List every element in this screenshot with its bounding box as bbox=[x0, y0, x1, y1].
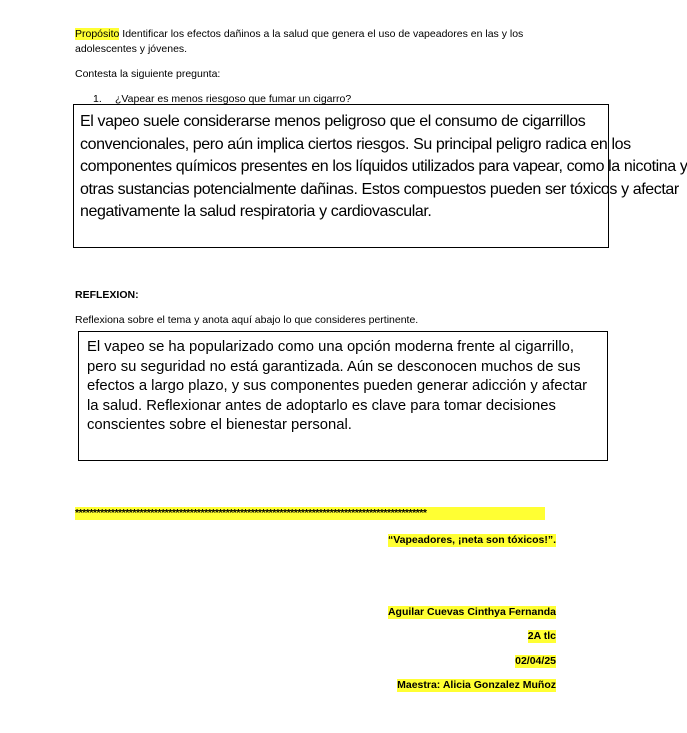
purpose-label: Propósito bbox=[75, 28, 120, 40]
star-separator: ************************************************************************************************** bbox=[75, 507, 545, 520]
instruction-text: Contesta la siguiente pregunta: bbox=[75, 68, 221, 80]
reflection-heading: REFLEXION: bbox=[75, 289, 139, 301]
answer-text bbox=[80, 111, 687, 224]
teacher-name: Maestra: Alicia Gonzalez Muñoz bbox=[397, 679, 556, 691]
purpose-paragraph bbox=[75, 27, 575, 57]
reflection-instruction: Reflexiona sobre el tema y anota aquí abajo lo que consideres pertinente. bbox=[75, 314, 419, 326]
student-name: Aguilar Cuevas Cinthya Fernanda bbox=[387, 606, 556, 618]
student-group: 2A tlc bbox=[527, 630, 556, 642]
answer-line: negativamente la salud respiratoria y cardiovascular. bbox=[80, 203, 432, 220]
document-date: 02/04/25 bbox=[515, 655, 556, 667]
answer-box bbox=[73, 104, 687, 248]
reflection-box bbox=[78, 331, 608, 461]
question-number: 1. bbox=[93, 93, 102, 105]
purpose-text: Identificar los efectos dañinos a la salud que genera el uso de vapeadores en las y los adolescentes y jóvenes. bbox=[75, 28, 524, 55]
answer-line: componentes químicos presentes en los líquidos utilizados para vapear, como la nicotina y bbox=[80, 158, 687, 175]
reflection-text: El vapeo se ha popularizado como una opción moderna frente al cigarrillo, pero su seguridad no está garantizada. Aún se desconocen muchos de sus efectos a largo plazo, y sus componentes pueden generar adicción y afectar la salud. Reflexionar antes de adoptarlo es clave para tomar decisiones conscientes sobre el bienestar personal. bbox=[87, 339, 588, 433]
motto-text: “Vapeadores, ¡neta son tóxicos!”. bbox=[387, 534, 556, 546]
question-text: ¿Vapear es menos riesgoso que fumar un cigarro? bbox=[115, 93, 352, 105]
answer-line: otras sustancias potencialmente dañinas. Estos compuestos pueden ser tóxicos y afectar bbox=[80, 180, 679, 198]
answer-line: El vapeo suele considerarse menos peligroso que el consumo de cigarrillos bbox=[80, 113, 586, 130]
answer-line: convencionales, pero aún implica ciertos riesgos. Su principal peligro radica en los bbox=[80, 135, 631, 153]
